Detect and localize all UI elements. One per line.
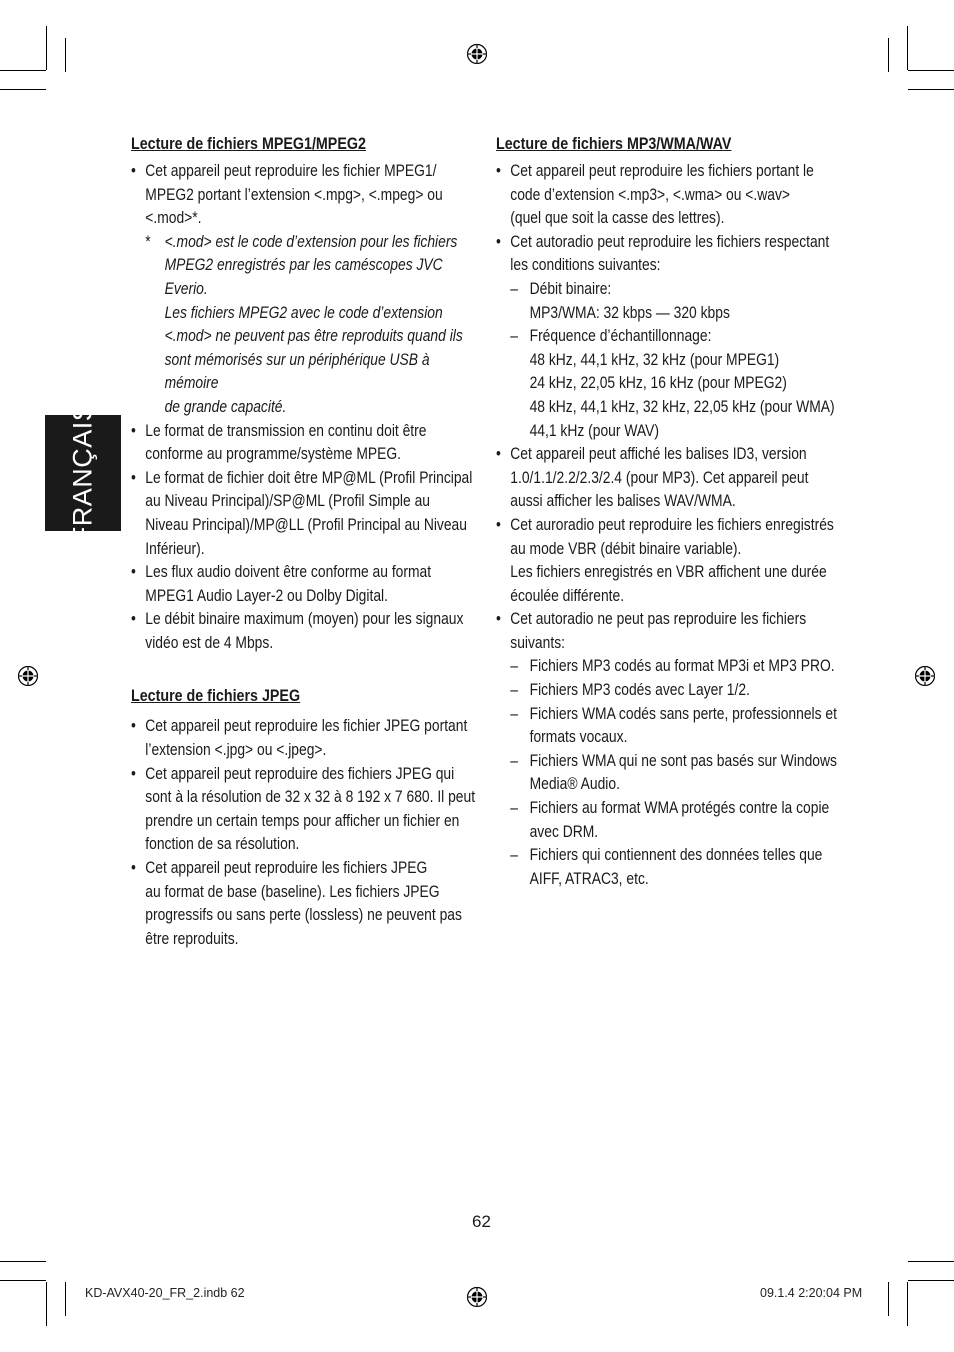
bullet-item	[131, 608, 484, 655]
text-line: AIFF, ATRAC3, etc.	[529, 869, 649, 888]
bullet-item	[496, 514, 849, 608]
language-tab	[45, 402, 121, 544]
bullet-item	[131, 420, 484, 467]
text-line: écoulée différente.	[510, 586, 625, 605]
crop-mark	[0, 89, 46, 90]
dash-item	[496, 325, 849, 443]
registration-mark-icon	[466, 43, 488, 65]
text-line: être reproduits.	[145, 929, 239, 948]
text-line: les conditions suivantes:	[510, 256, 661, 275]
section-heading-jpeg: Lecture de fichiers JPEG	[131, 686, 301, 706]
bullet-item	[131, 715, 484, 762]
text-line: 1.0/1.1/2.2/2.3/2.4 (pour MP3). Cet appareil peut	[510, 468, 809, 487]
text-line: • Cet appareil peut reproduire les fichier JPEG portant	[145, 717, 468, 736]
section-heading-mpeg: Lecture de fichiers MPEG1/MPEG2	[131, 134, 366, 153]
crop-mark	[908, 1280, 954, 1281]
bullet-item	[496, 160, 849, 231]
text-line: prendre un certain temps pour afficher un fichier en	[145, 811, 460, 830]
text-line: sont mémorisés sur un périphérique USB à mémoire	[164, 350, 430, 393]
text-line: • Cet appareil peut reproduire les fichiers portant le	[510, 162, 814, 180]
dash-item	[496, 844, 849, 891]
text-line: <.mod> ne peuvent pas être reproduits quand ils	[164, 327, 463, 346]
bullet-item	[496, 608, 849, 655]
footer-timestamp: 09.1.4 2:20:04 PM	[760, 1286, 863, 1300]
mpeg-section	[131, 160, 484, 655]
text-line: – Fichiers WMA qui ne sont pas basés sur Windows	[529, 751, 837, 770]
dash-item	[496, 750, 849, 797]
crop-mark	[907, 1282, 908, 1326]
bullet-item	[496, 443, 849, 514]
text-line: progressifs ou sans perte (lossless) ne peuvent pas	[145, 906, 462, 925]
text-line: sont à la résolution de 32 x 32 à 8 192 x 7 680. Il peut	[145, 788, 476, 807]
text-line: • Cet autoradio ne peut pas reproduire les fichiers	[510, 610, 807, 629]
crop-mark	[0, 70, 46, 71]
text-line: formats vocaux.	[529, 728, 628, 747]
text-line: • Cet appareil peut reproduire des fichiers JPEG qui	[145, 764, 455, 783]
dash-item	[496, 679, 849, 703]
text-line: MPEG2 enregistrés par les caméscopes JVC Everio.	[164, 256, 443, 298]
crop-mark	[907, 26, 908, 70]
crop-mark	[888, 38, 889, 72]
jpeg-section	[131, 715, 484, 951]
registration-mark-icon	[466, 1286, 488, 1308]
text-line: – Débit binaire:	[529, 279, 612, 298]
text-line: * <.mod> est le code d’extension pour les fichiers	[164, 232, 458, 251]
text-line: MPEG1 Audio Layer-2 ou Dolby Digital.	[145, 586, 388, 605]
crop-mark	[908, 89, 954, 90]
mp3-section	[496, 160, 849, 891]
text-line: • Cet auroradio peut reproduire les fichiers enregistrés	[510, 515, 834, 534]
text-line: • Le format de transmission en continu doit être	[145, 421, 427, 440]
text-line: fonction de sa résolution.	[145, 835, 300, 854]
text-line: – Fréquence d’échantillonnage:	[529, 327, 712, 346]
bullet-item	[131, 561, 484, 608]
text-line: • Cet appareil peut reproduire les fichiers JPEG	[145, 859, 428, 878]
text-line: aussi afficher les balises WAV/WMA.	[510, 492, 736, 511]
text-line: – Fichiers MP3 codés avec Layer 1/2.	[529, 681, 750, 700]
bullet-item	[131, 857, 484, 951]
text-line: – Fichiers MP3 codés au format MP3i et MP3 PRO.	[529, 657, 835, 676]
text-line: conforme au programme/système MPEG.	[145, 445, 402, 464]
text-line: • Le format de fichier doit être MP@ML (Profil Principal	[145, 468, 473, 487]
crop-mark	[46, 26, 47, 70]
text-line: Les fichiers enregistrés en VBR affichent une durée	[510, 563, 827, 582]
text-line: – Fichiers qui contiennent des données telles que	[529, 846, 823, 865]
text-line: – Fichiers au format WMA protégés contre la copie	[529, 799, 830, 818]
text-line: • Cet autoradio peut reproduire les fichiers respectant	[510, 232, 830, 251]
crop-mark	[46, 1282, 47, 1326]
text-line: • Cet appareil peut reproduire les fichier MPEG1/	[145, 162, 437, 180]
text-line: au mode VBR (débit binaire variable).	[510, 539, 742, 558]
bullet-item	[131, 467, 484, 561]
text-line: • Le débit binaire maximum (moyen) pour les signaux	[145, 610, 464, 629]
text-line: 24 kHz, 22,05 kHz, 16 kHz (pour MPEG2)	[529, 374, 787, 393]
crop-mark	[908, 1261, 954, 1262]
crop-mark	[65, 38, 66, 72]
text-line: – Fichiers WMA codés sans perte, professionnels et	[529, 704, 837, 723]
crop-mark	[908, 70, 954, 71]
text-line: vidéo est de 4 Mbps.	[145, 633, 274, 652]
text-line: de grande capacité.	[164, 397, 287, 416]
text-line: 48 kHz, 44,1 kHz, 32 kHz, 22,05 kHz (pour WMA)	[529, 397, 835, 416]
text-line: code d’extension <.mp3>, <.wma> ou <.wav>	[510, 185, 790, 204]
registration-mark-icon	[17, 665, 39, 687]
text-line: au Niveau Principal)/SP@ML (Profil Simple au	[145, 492, 430, 511]
crop-mark	[888, 1282, 889, 1316]
section-heading-mp3: Lecture de fichiers MP3/WMA/WAV	[496, 134, 732, 153]
text-line: <.mod>*.	[145, 209, 202, 228]
text-line: 48 kHz, 44,1 kHz, 32 kHz (pour MPEG1)	[529, 350, 780, 369]
crop-mark	[65, 1282, 66, 1316]
crop-mark	[0, 1261, 46, 1262]
text-line: MPEG2 portant l’extension <.mpg>, <.mpeg> ou	[145, 185, 443, 204]
text-line: Media® Audio.	[529, 775, 620, 794]
text-line: Les fichiers MPEG2 avec le code d’extension	[164, 303, 443, 322]
text-line: 44,1 kHz (pour WAV)	[529, 421, 659, 440]
text-line: avec DRM.	[529, 822, 599, 841]
dash-item	[496, 278, 849, 325]
page-number: 62	[472, 1212, 491, 1231]
text-line: Niveau Principal)/MP@LL (Profil Principal au Niveau	[145, 515, 467, 534]
text-line: au format de base (baseline). Les fichiers JPEG	[145, 882, 440, 901]
footnote	[131, 231, 484, 420]
left-column	[131, 130, 476, 951]
dash-item	[496, 797, 849, 844]
text-line: l’extension <.jpg> ou <.jpeg>.	[145, 741, 327, 760]
footer-file-info: KD-AVX40-20_FR_2.indb 62	[85, 1286, 245, 1300]
text-line: (quel que soit la casse des lettres).	[510, 209, 725, 228]
text-line: • Cet appareil peut affiché les balises ID3, version	[510, 445, 807, 464]
text-line: Inférieur).	[145, 539, 205, 558]
right-column	[496, 130, 837, 891]
bullet-item	[131, 160, 484, 231]
bullet-item	[131, 763, 484, 857]
text-line: suivants:	[510, 633, 565, 652]
dash-item	[496, 703, 849, 750]
crop-mark	[0, 1280, 46, 1281]
dash-item	[496, 655, 849, 679]
registration-mark-icon	[914, 665, 936, 687]
text-line: • Les flux audio doivent être conforme au format	[145, 563, 432, 582]
text-line: MP3/WMA: 32 kbps — 320 kbps	[529, 303, 730, 322]
language-tab-label: FRANÇAIS	[67, 402, 98, 544]
bullet-item	[496, 231, 849, 278]
